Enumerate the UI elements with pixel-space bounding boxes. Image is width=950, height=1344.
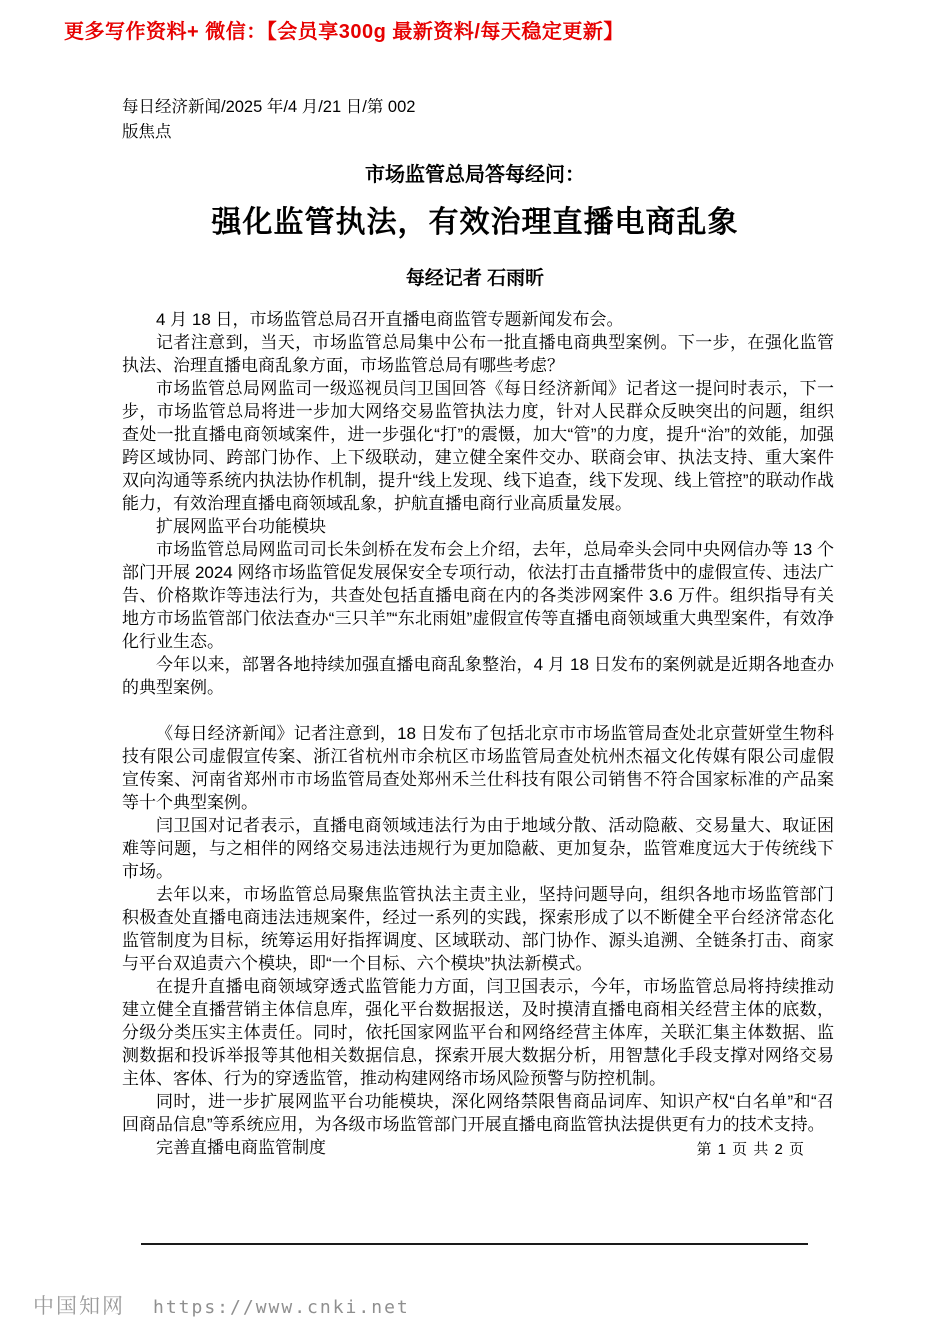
cnki-logo-text: 中国知网 xyxy=(33,1294,125,1318)
source-header-line1: 每日经济新闻/2025 年/4 月/21 日/第 002 xyxy=(122,98,416,116)
article-paragraph: 去年以来，市场监管总局聚焦监管执法主责主业，坚持问题导向，组织各地市场监管部门积极查处直播电商违法违规案件，经过一系列的实践，探索形成了以不断健全平台经济常态化监管制度为目标，统筹运用好指挥调度、区域联动、部门协作、源头追溯、全链条打击、商家与平台双追责六个模块，即“一个目标、六个模块”执法新模式。 xyxy=(122,885,834,973)
page-indicator: 第 1 页 共 2 页 xyxy=(696,1141,805,1158)
article-paragraph: 今年以来，部署各地持续加强直播电商乱象整治，4 月 18 日发布的案例就是近期各地查办的典型案例。 xyxy=(122,655,834,697)
article-paragraph: 市场监管总局网监司一级巡视员闫卫国回答《每日经济新闻》记者这一提问时表示，下一步，市场监管总局将进一步加大网络交易监管执法力度，针对人民群众反映突出的问题，组织查处一批直播电商领域案件，进一步强化“打”的震慑，加大“管”的力度，提升“治”的效能，加强跨区域协同、跨部门协作、上下级联动，建立健全案件交办、联商会审、执法支持、重大案件双向沟通等系统内执法协作机制，提升“线上发现、线下追查，线下发现、线上管控”的联动作战能力，有效治理直播电商领域乱象，护航直播电商行业高质量发展。 xyxy=(122,379,834,513)
cnki-watermark xyxy=(33,1290,410,1320)
cnki-url: https://www.cnki.net xyxy=(153,1297,410,1318)
article-paragraph: 闫卫国对记者表示，直播电商领域违法行为由于地域分散、活动隐蔽、交易量大、取证困难等问题，与之相伴的网络交易违法违规行为更加隐蔽、更加复杂，监管难度远大于传统线下市场。 xyxy=(122,816,834,881)
article-paragraph: 同时，进一步扩展网监平台功能模块，深化网络禁限售商品词库、知识产权“白名单”和“召回商品信息”等系统应用，为各级市场监管部门开展直播电商监管执法提供更有力的技术支持。 xyxy=(122,1092,834,1134)
article-body xyxy=(122,308,834,1159)
article-paragraph: 《每日经济新闻》记者注意到，18 日发布了包括北京市市场监管局查处北京萱妍堂生物科技有限公司虚假宣传案、浙江省杭州市余杭区市场监管局查处杭州杰福文化传媒有限公司虚假宣传案、河南省郑州市市场监管局查处郑州禾兰仕科技有限公司销售不符合国家标准的产品案等十个典型案例。 xyxy=(122,724,834,812)
article-paragraph: 4 月 18 日，市场监管总局召开直播电商监管专题新闻发布会。 xyxy=(156,310,624,329)
article-paragraph: 市场监管总局网监司司长朱剑桥在发布会上介绍，去年，总局牵头会同中央网信办等 13 个部门开展 2024 网络市场监管促发展保安全专项行动，依法打击直播带货中的虚假宣传、违法广告、价格欺诈等违法行为，共查处包括直播电商在内的各类涉网案件 3.6 万件。组织指导有关地方市场监管部门依法查办“三只羊”“东北雨姐”虚假宣传等直播电商领域重大典型案件，有效净化行业生态。 xyxy=(122,540,834,651)
article-byline: 每经记者 石雨昕 xyxy=(405,268,545,289)
section-subheading: 扩展网监平台功能模块 xyxy=(156,517,326,536)
source-header-line2: 版焦点 xyxy=(122,123,172,141)
promo-banner-text: 更多写作资料+ 微信：【会员享300g 最新资料/每天稳定更新】 xyxy=(64,21,624,43)
article-title: 强化监管执法，有效治理直播电商乱象 xyxy=(211,206,739,239)
article-paragraph: 记者注意到，当天，市场监管总局集中公布一批直播电商典型案例。下一步，在强化监管执法、治理直播电商乱象方面，市场监管总局有哪些考虑？ xyxy=(122,333,834,375)
article-kicker: 市场监管总局答每经问： xyxy=(365,164,585,186)
footer-divider xyxy=(141,1243,808,1245)
source-header xyxy=(122,95,415,145)
article-paragraph: 在提升直播电商领域穿透式监管能力方面，闫卫国表示，今年，市场监管总局将持续推动建立健全直播营销主体信息库，强化平台数据报送，及时摸清直播电商相关经营主体的底数，分级分类压实主体责任。同时，依托国家网监平台和网络经营主体库，关联汇集主体数据、监测数据和投诉举报等其他相关数据信息，探索开展大数据分析，用智慧化手段支撑对网络交易主体、客体、行为的穿透监管，推动构建网络市场风险预警与防控机制。 xyxy=(122,977,834,1088)
section-subheading: 完善直播电商监管制度 xyxy=(156,1138,326,1157)
